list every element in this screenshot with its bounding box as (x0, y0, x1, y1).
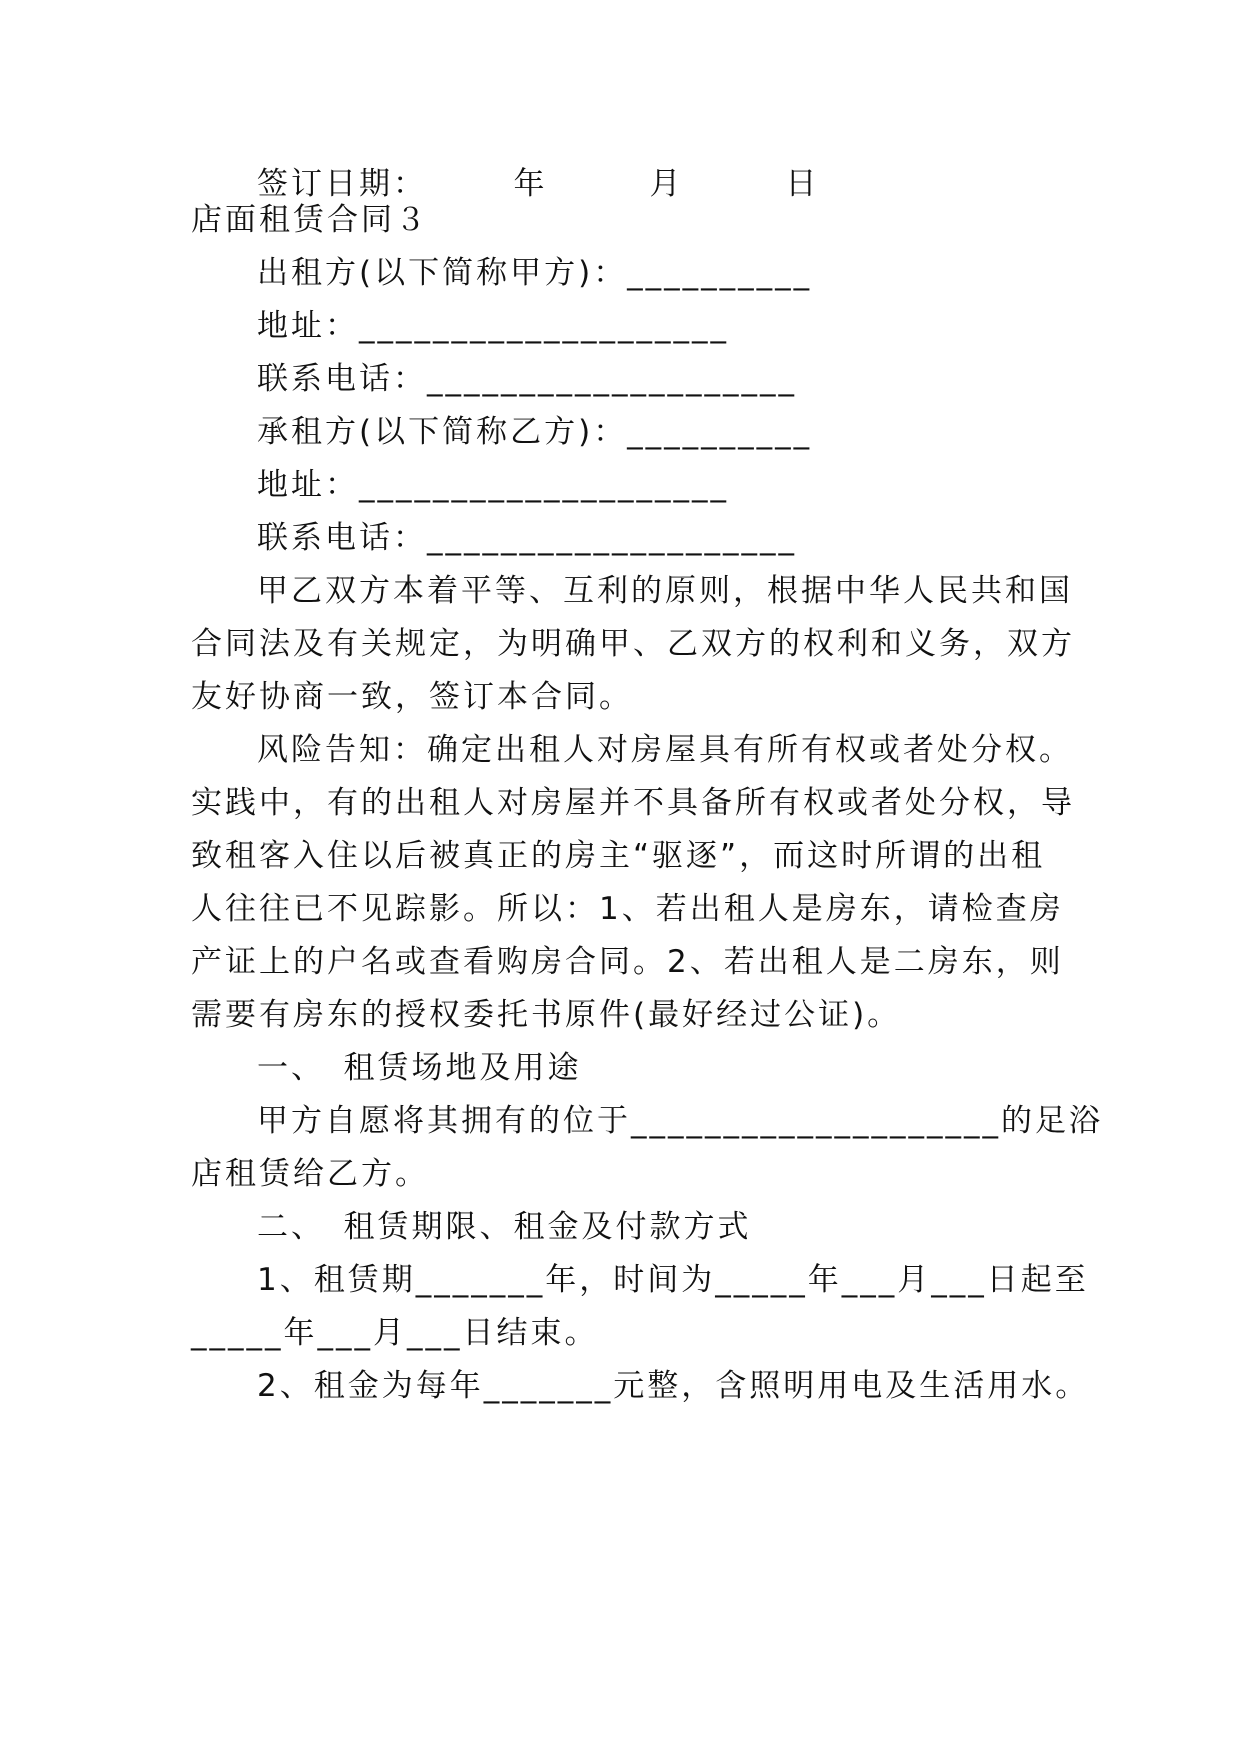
preamble-line: 合同法及有关规定，为明确甲、乙双方的权利和义务，双方 (191, 626, 1075, 662)
risk-notice-line: 产证上的户名或查看购房合同。2、若出租人是二房东，则 (191, 944, 1064, 980)
preamble-line: 友好协商一致，签订本合同。 (191, 679, 633, 715)
section-1-line: 甲方自愿将其拥有的位于____________________的足浴 (257, 1103, 1103, 1139)
lease-term-line: _____年___月___日结束。 (191, 1315, 599, 1351)
risk-notice-line: 需要有房东的授权委托书原件(最好经过公证)。 (191, 997, 902, 1033)
lessee-phone-line: 联系电话：____________________ (257, 520, 797, 556)
signing-date-line: 签订日期： 年 月 日 (257, 166, 820, 202)
section-1-line: 店租赁给乙方。 (191, 1156, 429, 1192)
section-2-heading: 二、 租赁期限、租金及付款方式 (257, 1209, 752, 1245)
risk-notice-line: 人往往已不见踪影。所以：1、若出租人是房东，请检查房 (191, 891, 1064, 927)
risk-notice-line: 实践中，有的出租人对房屋并不具备所有权或者处分权，导 (191, 785, 1075, 821)
lessor-phone-line: 联系电话：____________________ (257, 361, 797, 397)
risk-notice-line: 致租客入住以后被真正的房主“驱逐”，而这时所谓的出租 (191, 838, 1046, 874)
preamble-line: 甲乙双方本着平等、互利的原则，根据中华人民共和国 (257, 573, 1073, 609)
lessee-address-line: 地址：____________________ (257, 467, 729, 503)
lessor-name-line: 出租方(以下简称甲方)：__________ (257, 255, 813, 291)
lessor-address-line: 地址：____________________ (257, 308, 729, 344)
risk-notice-line: 风险告知：确定出租人对房屋具有所有权或者处分权。 (257, 732, 1073, 768)
lessee-name-line: 承租方(以下简称乙方)：__________ (257, 414, 813, 450)
contract-title: 店面租赁合同３ (191, 202, 429, 238)
section-1-heading: 一、 租赁场地及用途 (257, 1050, 582, 1086)
lease-term-line: 1、租赁期_______年，时间为_____年___月___日起至 (257, 1262, 1089, 1298)
rent-amount-line: 2、租金为每年_______元整，含照明用电及生活用水。 (257, 1368, 1090, 1404)
